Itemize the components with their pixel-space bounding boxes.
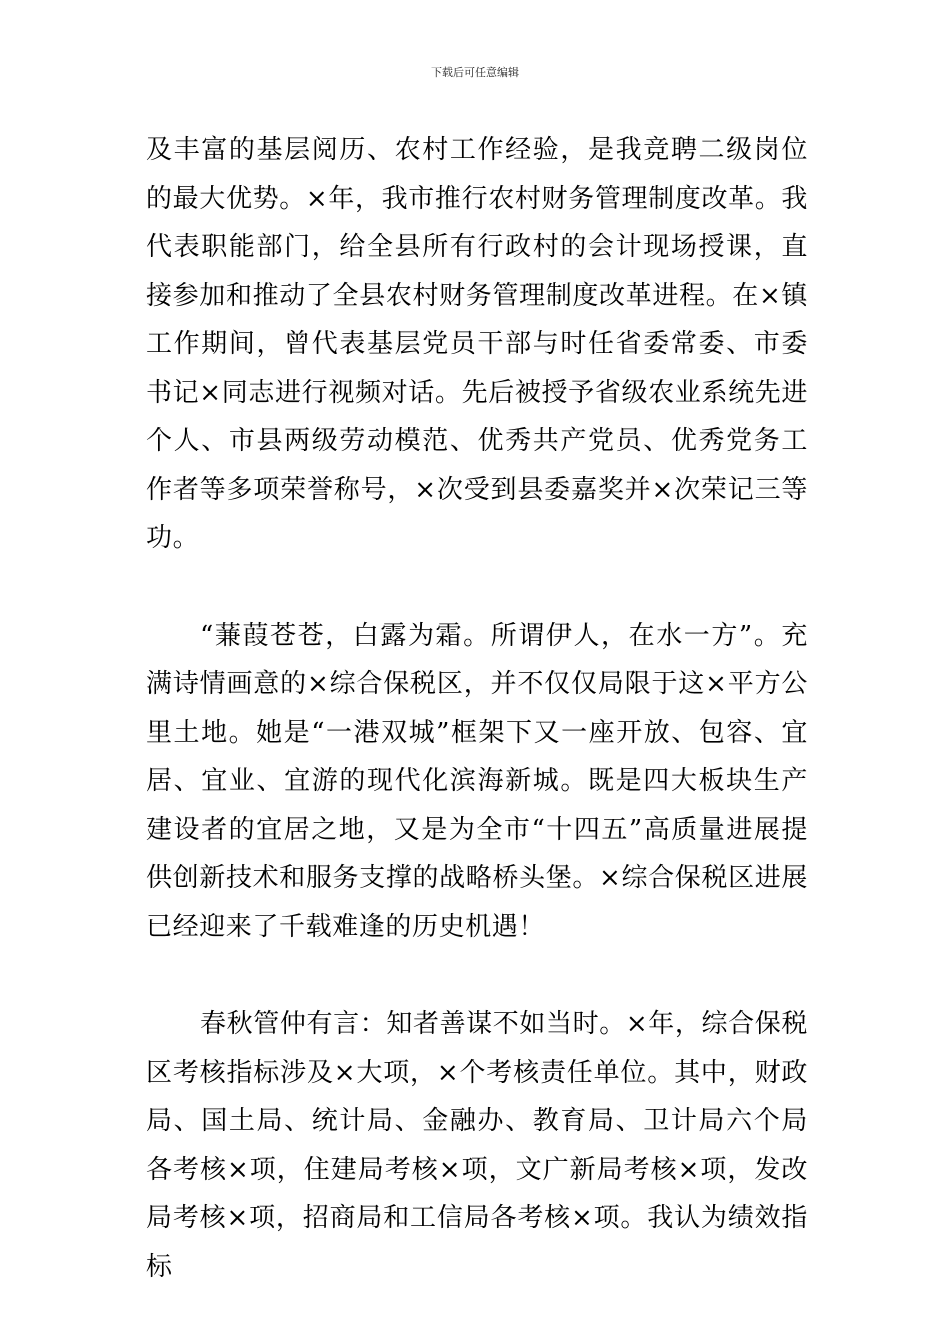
document-body — [146, 126, 808, 1291]
paragraph-3: 春秋管仲有言：知者善谋不如当时。×年，综合保税区考核指标涉及×大项，×个考核责任单位。其中，财政局、国土局、统计局、金融办、教育局、卫计局六个局各考核×项，住建局考核×项，文广新局考核×项，发改局考核×项，招商局和工信局各考核×项。我认为绩效指标 — [146, 1009, 808, 1282]
paragraph-1: 及丰富的基层阅历、农村工作经验，是我竞聘二级岗位的最大优势。×年，我市推行农村财务管理制度改革。我代表职能部门，给全县所有行政村的会计现场授课，直接参加和推动了全县农村财务管理制度改革进程。在×镇工作期间，曾代表基层党员干部与时任省委常委、市委书记×同志进行视频对话。先后被授予省级农业系统先进个人、市县两级劳动模范、优秀共产党员、优秀党务工作者等多项荣誉称号，×次受到县委嘉奖并×次荣记三等功。 — [146, 135, 808, 553]
paragraph-spacer — [146, 563, 808, 612]
paragraph-2: “蒹葭苍苍，白露为霜。所谓伊人，在水一方”。充满诗情画意的×综合保税区，并不仅仅局限于这×平方公里土地。她是“一港双城”框架下又一座开放、包容、宜居、宜业、宜游的现代化滨海新城。既是四大板块生产建设者的宜居之地，又是为全市“十四五”高质量进展提供创新技术和服务支撑的战略桥头堡。×综合保税区进展已经迎来了千载难逢的历史机遇！ — [146, 620, 808, 942]
paragraph-spacer — [146, 951, 808, 1000]
page-header: 下载后可任意编辑 — [431, 66, 519, 79]
